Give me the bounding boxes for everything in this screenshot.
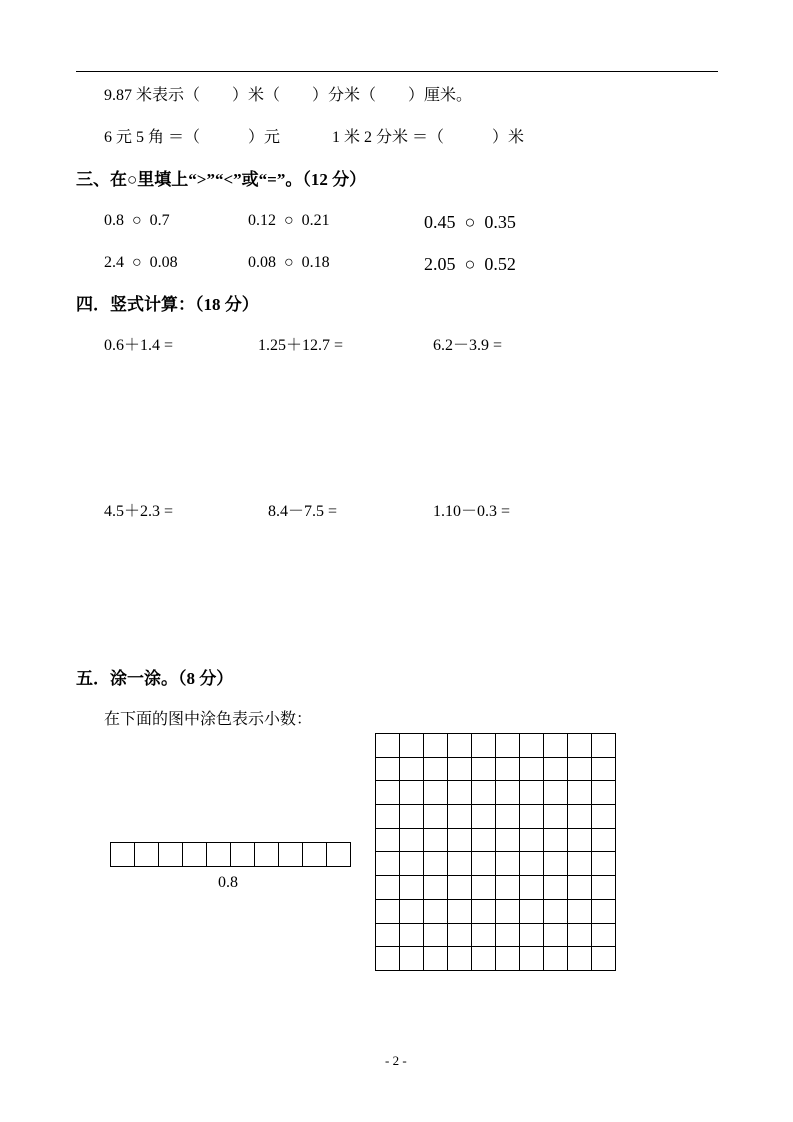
unit-conversion-line-1: 9.87 米表示（ ）米（ ）分米（ ）厘米。	[104, 87, 473, 104]
compare-item: 0.08 ○ 0.18	[248, 254, 330, 271]
grid-cell[interactable]	[400, 828, 424, 852]
grid-cell[interactable]	[424, 947, 448, 971]
grid-cell[interactable]	[496, 734, 520, 758]
grid-cell[interactable]	[472, 828, 496, 852]
grid-cell[interactable]	[520, 876, 544, 900]
vertical-calc-item: 1.25＋12.7 =	[258, 337, 344, 354]
strip-cell[interactable]	[159, 843, 183, 867]
grid-cell[interactable]	[400, 923, 424, 947]
vertical-calc-item: 0.6＋1.4 =	[104, 337, 174, 354]
strip-cell[interactable]	[183, 843, 207, 867]
grid-cell[interactable]	[472, 805, 496, 829]
grid-cell[interactable]	[424, 828, 448, 852]
strip-cell[interactable]	[111, 843, 135, 867]
vertical-calc-item: 6.2－3.9 =	[433, 337, 503, 354]
grid-cell[interactable]	[568, 852, 592, 876]
grid-cell[interactable]	[592, 923, 616, 947]
header-rule	[76, 71, 718, 72]
grid-cell[interactable]	[496, 899, 520, 923]
grid-cell[interactable]	[400, 876, 424, 900]
grid-cell[interactable]	[544, 734, 568, 758]
grid-cell[interactable]	[544, 828, 568, 852]
grid-cell[interactable]	[448, 852, 472, 876]
grid-cell[interactable]	[376, 852, 400, 876]
grid-cell[interactable]	[592, 876, 616, 900]
grid-cell[interactable]	[544, 781, 568, 805]
grid-cell[interactable]	[592, 947, 616, 971]
grid-cell[interactable]	[472, 923, 496, 947]
grid-cell[interactable]	[400, 734, 424, 758]
grid-cell[interactable]	[496, 757, 520, 781]
grid-cell[interactable]	[568, 828, 592, 852]
grid-cell[interactable]	[544, 899, 568, 923]
grid-cell[interactable]	[424, 899, 448, 923]
compare-item: 2.05 ○ 0.52	[424, 254, 516, 274]
grid-cell[interactable]	[496, 876, 520, 900]
grid-cell[interactable]	[496, 805, 520, 829]
vertical-calc-item: 4.5＋2.3 =	[104, 503, 174, 520]
grid-cell[interactable]	[520, 899, 544, 923]
grid-cell[interactable]	[592, 899, 616, 923]
grid-cell[interactable]	[472, 947, 496, 971]
unit-conversion-meter: 1 米 2 分米 ＝（ ）米	[332, 129, 525, 146]
grid-cell[interactable]	[592, 852, 616, 876]
section-3-title: 三、在○里填上“>”“<”或“=”。（12 分）	[76, 170, 367, 189]
grid-cell[interactable]	[448, 947, 472, 971]
grid-cell[interactable]	[520, 805, 544, 829]
grid-cell[interactable]	[568, 757, 592, 781]
compare-item: 0.45 ○ 0.35	[424, 212, 516, 232]
grid-cell[interactable]	[472, 757, 496, 781]
grid-cell[interactable]	[544, 876, 568, 900]
grid-cell[interactable]	[448, 734, 472, 758]
grid-cell[interactable]	[520, 852, 544, 876]
grid-cell[interactable]	[472, 852, 496, 876]
hundredths-square-grid[interactable]	[375, 733, 616, 971]
grid-cell[interactable]	[376, 947, 400, 971]
grid-cell[interactable]	[544, 805, 568, 829]
grid-cell[interactable]	[568, 947, 592, 971]
tenths-strip-grid[interactable]	[110, 842, 351, 867]
grid-cell[interactable]	[544, 923, 568, 947]
grid-cell[interactable]	[520, 947, 544, 971]
compare-item: 0.12 ○ 0.21	[248, 212, 330, 229]
grid-cell[interactable]	[376, 734, 400, 758]
vertical-calc-item: 8.4－7.5 =	[268, 503, 338, 520]
page-number: - 2 -	[385, 1053, 407, 1068]
grid-cell[interactable]	[448, 781, 472, 805]
grid-cell[interactable]	[448, 757, 472, 781]
grid-cell[interactable]	[568, 734, 592, 758]
strip-cell[interactable]	[303, 843, 327, 867]
strip-cell[interactable]	[231, 843, 255, 867]
strip-cell[interactable]	[279, 843, 303, 867]
grid-cell[interactable]	[424, 757, 448, 781]
unit-conversion-yuan: 6 元 5 角 ＝（ ）元	[104, 129, 281, 146]
grid-cell[interactable]	[568, 805, 592, 829]
compare-item: 2.4 ○ 0.08	[104, 254, 178, 271]
strip-cell[interactable]	[135, 843, 159, 867]
strip-label: 0.8	[218, 874, 238, 891]
coloring-instruction: 在下面的图中涂色表示小数：	[104, 711, 313, 728]
grid-cell[interactable]	[400, 781, 424, 805]
grid-cell[interactable]	[496, 947, 520, 971]
grid-cell[interactable]	[424, 734, 448, 758]
grid-cell[interactable]	[424, 852, 448, 876]
strip-cell[interactable]	[255, 843, 279, 867]
grid-cell[interactable]	[568, 923, 592, 947]
grid-cell[interactable]	[592, 734, 616, 758]
grid-cell[interactable]	[496, 852, 520, 876]
section-4-title: 四．竖式计算：（18 分）	[76, 295, 259, 314]
grid-cell[interactable]	[592, 828, 616, 852]
grid-cell[interactable]	[520, 923, 544, 947]
vertical-calc-item: 1.10－0.3 =	[433, 503, 511, 520]
grid-cell[interactable]	[496, 923, 520, 947]
grid-cell[interactable]	[544, 947, 568, 971]
section-5-title: 五．涂一涂。（8 分）	[76, 669, 234, 688]
grid-cell[interactable]	[400, 899, 424, 923]
grid-cell[interactable]	[400, 757, 424, 781]
grid-cell[interactable]	[400, 947, 424, 971]
grid-cell[interactable]	[568, 876, 592, 900]
grid-cell[interactable]	[520, 757, 544, 781]
grid-cell[interactable]	[448, 899, 472, 923]
grid-cell[interactable]	[472, 781, 496, 805]
grid-cell[interactable]	[400, 805, 424, 829]
grid-cell[interactable]	[376, 805, 400, 829]
grid-cell[interactable]	[424, 781, 448, 805]
grid-cell[interactable]	[520, 781, 544, 805]
grid-cell[interactable]	[376, 781, 400, 805]
grid-cell[interactable]	[424, 876, 448, 900]
strip-cell[interactable]	[207, 843, 231, 867]
grid-cell[interactable]	[400, 852, 424, 876]
grid-cell[interactable]	[472, 876, 496, 900]
grid-cell[interactable]	[520, 828, 544, 852]
grid-cell[interactable]	[496, 828, 520, 852]
grid-cell[interactable]	[376, 757, 400, 781]
grid-cell[interactable]	[376, 876, 400, 900]
grid-cell[interactable]	[592, 805, 616, 829]
strip-cell[interactable]	[327, 843, 351, 867]
grid-cell[interactable]	[448, 805, 472, 829]
grid-cell[interactable]	[592, 781, 616, 805]
grid-cell[interactable]	[520, 734, 544, 758]
grid-cell[interactable]	[592, 757, 616, 781]
compare-item: 0.8 ○ 0.7	[104, 212, 170, 229]
grid-cell[interactable]	[568, 899, 592, 923]
grid-cell[interactable]	[424, 805, 448, 829]
grid-cell[interactable]	[376, 899, 400, 923]
grid-cell[interactable]	[496, 781, 520, 805]
grid-cell[interactable]	[448, 828, 472, 852]
grid-cell[interactable]	[448, 876, 472, 900]
grid-cell[interactable]	[376, 923, 400, 947]
grid-cell[interactable]	[448, 923, 472, 947]
grid-cell[interactable]	[544, 852, 568, 876]
grid-cell[interactable]	[472, 734, 496, 758]
grid-cell[interactable]	[568, 781, 592, 805]
grid-cell[interactable]	[544, 757, 568, 781]
grid-cell[interactable]	[376, 828, 400, 852]
grid-cell[interactable]	[424, 923, 448, 947]
grid-cell[interactable]	[472, 899, 496, 923]
